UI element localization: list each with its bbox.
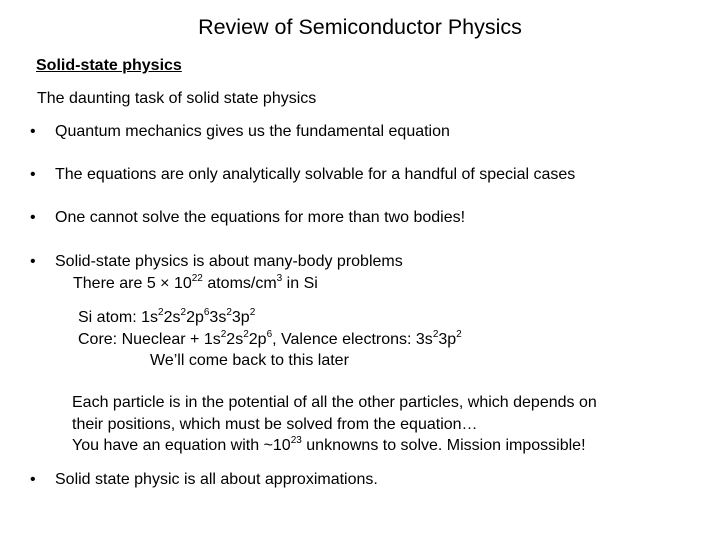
bullet-item [30,209,465,227]
section-heading: Solid-state physics [36,57,182,74]
come-back-note: We’ll come back to this later [150,352,349,369]
bullet-glyph: • [30,471,36,488]
bullet-text: Quantum mechanics gives us the fundamental equation [55,123,450,140]
intro-text: The daunting task of solid state physics [37,90,317,107]
particle-line: Each particle is in the potential of all the other particles, which depends on [72,394,597,411]
si-atom-config-line: Si atom: $1s^22s^22p^63s^23p^2$ [78,307,256,326]
atoms-density-line: There are $5 \times 10^{22}$ atoms/$cm^3$ in Si [73,273,318,292]
bullet-text: One cannot solve the equations for more than two bodies! [55,209,466,226]
bullet-text: Solid state physic is all about approximations. [55,471,378,488]
bullet-item [30,471,378,489]
bullet-glyph: • [30,123,36,140]
bullet-glyph: • [30,253,36,270]
bullet-glyph: • [30,166,36,183]
bullet-glyph: • [30,209,36,226]
bullet-item [30,123,450,141]
core-config-line: Core: Nueclear + $1s^22s^22p^6$, Valence electrons: $3s^23p^2$ [78,329,462,348]
page-title: Review of Semiconductor Physics [198,15,522,39]
bullet-item [30,253,403,271]
bullet-item [30,166,575,184]
bullet-text: The equations are only analytically solvable for a handful of special cases [55,166,576,183]
particle-line: their positions, which must be solved from the equation… [72,416,478,433]
bullet-text: Solid-state physics is about many-body problems [55,253,403,270]
unknowns-line: You have an equation with $\sim 10^{23}$ unknowns to solve. Mission impossible! [72,435,586,454]
